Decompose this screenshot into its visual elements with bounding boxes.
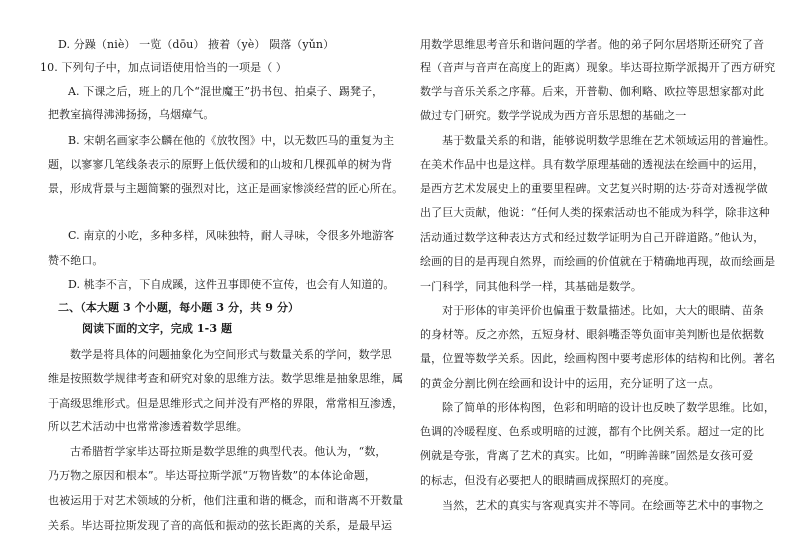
text-line: D. 分躁（niè） 一览（dōu） 掖着（yè） 陨落（yǔn） [58,38,335,51]
text-line: 赞不绝口。 [48,254,104,267]
text-line: C. 南京的小吃，多种多样，风味独特，耐人寻味，令很多外地游客 [68,229,395,242]
text-line: 基于数量关系的和谐，能够说明数学思维在艺术领域运用的普遍性。 [442,134,775,147]
text-line: 题，以寥寥几笔线条表示的原野上低伏缓和的山坡和几棵孤单的树为背 [48,158,393,171]
text-line: 数学与音乐关系之序幕。后来，开普勒、伽利略、欧拉等思想家都对此 [420,85,765,98]
text-line: 所以艺术活动中也常常渗透着数学思维。 [48,420,248,433]
text-line: A. 下课之后，班上的几个“混世魔王”扔书包、拍桌子、踢凳子， [68,85,384,98]
text-line: 当然，艺术的真实与客观真实并不等同。在绘画等艺术中的事物之 [442,499,764,512]
text-line: 维是按照数学规律考查和研究对象的思维方法。数学思维是抽象思维，属 [48,372,404,385]
text-line: 的身材等。反之亦然，五短身材、眼斜嘴歪等负面审美判断也是依据数 [420,328,765,341]
text-line: 绘画的目的是再现自然界，而绘画的价值就在于精确地再现，故而绘画是 [420,255,776,268]
text-line: 的黄金分割比例在绘画和设计中的运用，充分证明了这一点。 [420,377,720,390]
text-line: 是西方艺术发展史上的重要里程碑。文艺复兴时期的达·芬奇对透视学做 [420,182,768,195]
text-line: 做过专门研究。数学学说成为西方音乐思想的基础之一 [420,109,687,122]
text-line: 于高级思维形式。但是思维形式之间并没有严格的界限，常常相互渗透， [48,397,404,410]
text-line: 的标志，但没有必要把人的眼睛画成探照灯的亮度。 [420,474,676,487]
text-line: 量，位置等数学关系。因此，绘画构图中要考虑形体的结构和比例。著名 [420,352,776,365]
text-line: 一门科学，同其他科学一样，其基础是数学。 [420,280,642,293]
right-column [420,0,782,560]
text-line: 出了巨大贡献，他说：“任何人类的探索活动也不能成为科学，除非这种 [420,206,770,219]
text-line: 数学是将具体的问题抽象化为空间形式与数量关系的学问，数学思 [70,348,392,361]
text-line: 古希腊哲学家毕达哥拉斯是数学思维的典型代表。他认为，“数， [70,445,387,458]
text-line: 阅读下面的文字，完成 1-3 题 [82,322,233,335]
text-line: 用数学思维思考音乐和谐问题的学者。他的弟子阿尔居塔斯还研究了音 [420,38,765,51]
text-line: 也被运用于对艺术领域的分析，他们注重和谐的概念，而和谐离不开数量 [48,494,404,507]
text-line: 程（音声与音声在高度上的距离）现象。毕达哥拉斯学派揭开了西方研究 [420,61,776,74]
text-line: 例就是夸张，背离了艺术的真实。比如，“明眸善睐”固然是女孩可爱 [420,449,754,462]
text-line: 色调的冷暖程度、色系或明暗的过渡，都有个比例关系。超过一定的比 [420,425,765,438]
text-line: D. 桃李不言，下自成蹊，这件丑事即使不宣传，也会有人知道的。 [68,278,395,291]
text-line: 除了简单的形体构图，色彩和明暗的设计也反映了数学思维。比如， [442,401,775,414]
text-line: 关系。毕达哥拉斯发现了音的高低和振动的弦长距离的关系，是最早运 [48,519,393,532]
text-line: 10. 下列句子中，加点词语使用恰当的一项是（ ） [40,61,287,74]
text-line: 在美术作品中也是这样。具有数学原理基础的透视法在绘画中的运用， [420,158,765,171]
text-line: 活动通过数学这种表达方式和经过数学证明为自己开辟道路。”他认为， [420,231,765,244]
text-line: 对于形体的审美评价也偏重于数量描述。比如，大大的眼睛、苗条 [442,304,764,317]
text-line: 把教室搞得沸沸扬扬，乌烟瘴气。 [48,108,215,121]
text-line: 二、（本大题 3 个小题，每小题 3 分，共 9 分） [58,301,300,314]
text-line: B. 宋朝名画家李公麟在他的《放牧图》中，以无数匹马的重复为主 [68,134,395,147]
text-line: 景，形成背景与主题简繁的强烈对比，这正是画家惨淡经营的匠心所在。 [48,182,404,195]
left-column [40,0,402,560]
text-line: 乃万物之原因和根本”。毕达哥拉斯学派“万物皆数”的本体论命题， [48,469,376,482]
